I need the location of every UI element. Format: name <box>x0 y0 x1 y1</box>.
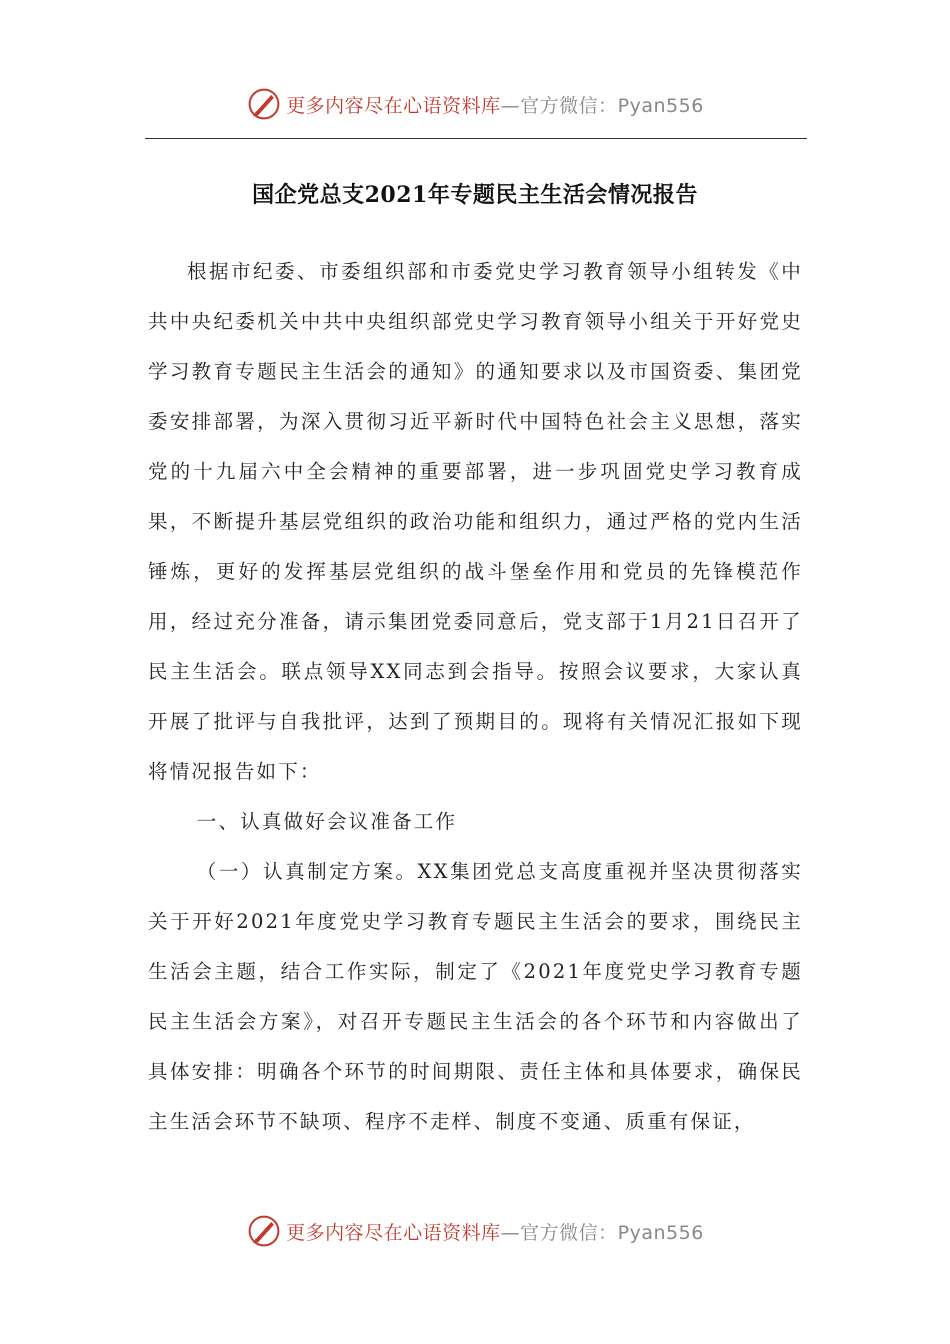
pen-logo-icon <box>246 86 282 122</box>
pen-logo-icon <box>246 1213 282 1249</box>
header-watermark <box>0 84 950 124</box>
paragraph: （一）认真制定方案。XX集团党总支高度重视并坚决贯彻落实关于开好2021年度党史学习教育专题民主生活会的要求，围绕民主生活会主题，结合工作实际，制定了《2021年度党史学习教育专题民主生活会方案》，对召开专题民主生活会的各个环节和内容做出了具体安排：明确各个环节的时间期限、责任主体和具体要求，确保民主生活会环节不缺项、程序不走样、制度不变通、质重有保证， <box>148 860 803 1133</box>
watermark-gray-text: —官方微信：Pyan556 <box>500 1221 704 1244</box>
paragraph: 根据市纪委、市委组织部和市委党史学习教育领导小组转发《中共中央纪委机关中共中央组织部党史学习教育领导小组关于开好党史学习教育专题民主生活会的通知》的通知要求以及市国资委、集团党委安排部署，为深入贯彻习近平新时代中国特色社会主义思想，落实党的十九届六中全会精神的重要部署，进一步巩固党史学习教育成果，不断提升基层党组织的政治功能和组织力，通过严格的党内生活锤炼，更好的发挥基层党组织的战斗堡垒作用和党员的先锋模范作用，经过充分准备，请示集团党委同意后，党支部于1月21日召开了民主生活会。联点领导XX同志到会指导。按照会议要求，大家认真开展了批评与自我批评，达到了预期目的。现将有关情况汇报如下现将情况报告如下： <box>148 260 803 783</box>
watermark-red-text: 更多内容尽在心语资料库 <box>286 1221 501 1244</box>
document-body <box>148 247 803 1147</box>
header-divider <box>145 138 807 139</box>
watermark-gray-text: —官方微信：Pyan556 <box>500 94 704 117</box>
watermark-red-text: 更多内容尽在心语资料库 <box>286 94 501 117</box>
section-heading: 一、认真做好会议准备工作 <box>196 810 458 833</box>
document-title: 国企党总支2021年专题民主生活会情况报告 <box>252 182 698 208</box>
footer-watermark <box>0 1211 950 1251</box>
